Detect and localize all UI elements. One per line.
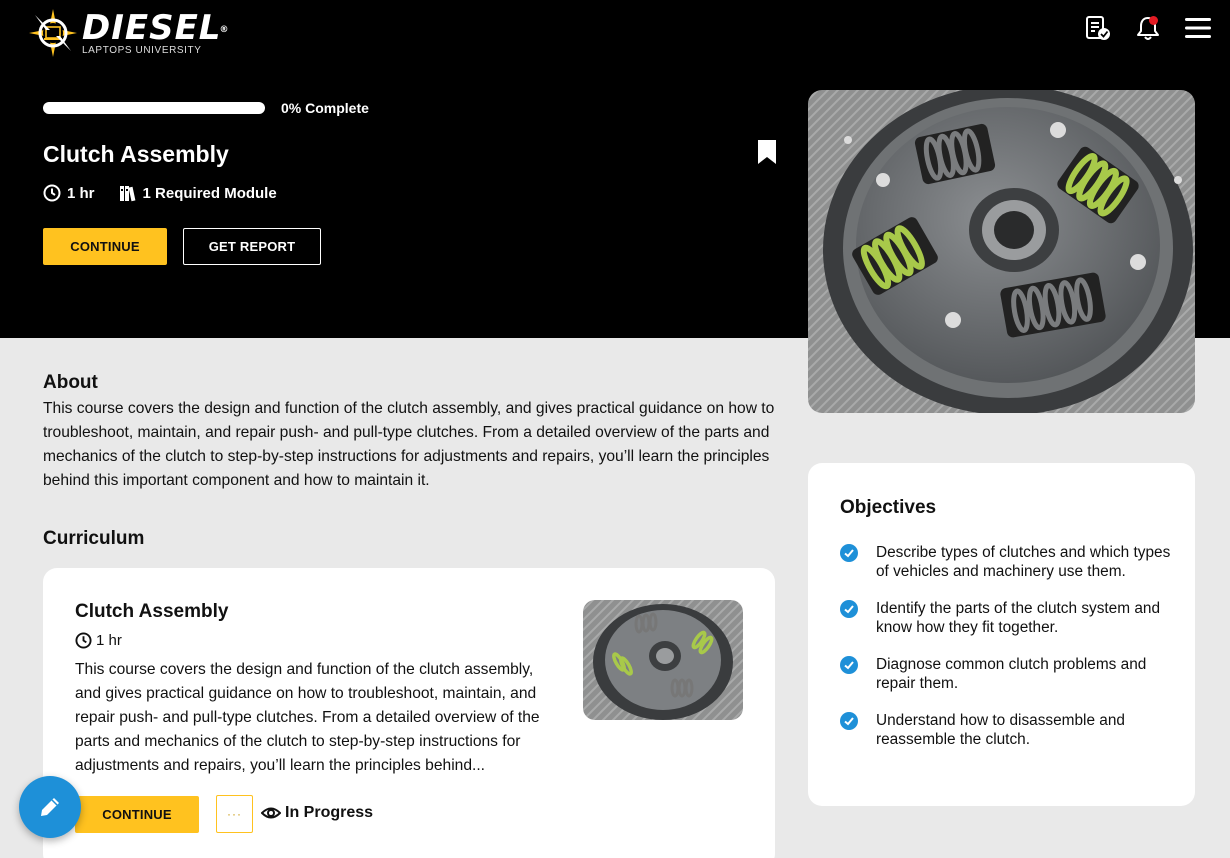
brand-logo[interactable]: [28, 6, 230, 60]
brand-subtitle: LAPTOPS UNIVERSITY: [82, 44, 202, 56]
page-title: Clutch Assembly: [43, 141, 229, 167]
check-circle-icon: [840, 544, 858, 562]
check-circle-icon: [840, 656, 858, 674]
curriculum-item-title[interactable]: Clutch Assembly: [75, 601, 229, 622]
objective-item: Diagnose common clutch problems and repair them.: [840, 655, 1175, 693]
about-text: This course covers the design and function of the clutch assembly, and gives practical guidance on how to troubleshoot, maintain, and repair push- and pull-type clutches. From a detailed overview of the parts and mechanics of the clutch to step-by-step instructions for adjustments and repairs, you’ll learn the principles behind this important component and how to maintain it.: [43, 400, 775, 489]
course-hero: [0, 0, 1230, 338]
course-meta: [43, 184, 301, 202]
objectives-heading: Objectives: [840, 497, 937, 518]
notification-dot: [1149, 16, 1158, 25]
clock-icon: [43, 184, 61, 202]
pencil-icon: [37, 794, 63, 820]
course-image: [808, 90, 1195, 413]
curriculum-item-thumbnail[interactable]: [583, 600, 743, 720]
books-icon: [119, 184, 137, 202]
objective-item: Describe types of clutches and which types of vehicles and machinery use them.: [840, 543, 1175, 581]
report-list-icon[interactable]: [1084, 14, 1112, 42]
objective-item: Identify the parts of the clutch system and know how they fit together.: [840, 599, 1175, 637]
curriculum-item-duration: 1 hr: [75, 632, 122, 649]
objectives-list: [840, 543, 1175, 767]
brand-name: DIESEL ®: [82, 7, 230, 48]
get-report-button[interactable]: GET REPORT: [183, 228, 321, 265]
curriculum-card: [43, 568, 775, 858]
progress-bar: [43, 102, 265, 114]
menu-icon[interactable]: [1184, 14, 1212, 42]
continue-button[interactable]: CONTINUE: [43, 228, 167, 265]
check-circle-icon: [840, 600, 858, 618]
about-heading: About: [43, 372, 98, 393]
check-circle-icon: [840, 712, 858, 730]
curriculum-item-description: This course covers the design and function of the clutch assembly, and gives practical guidance on how to troubleshoot, maintain, and repair push- and pull-type clutches. From a detailed overview of the parts and mechanics of the clutch to step-by-step instructions for adjustments and repairs, you’ll learn the principles behind...: [75, 661, 540, 774]
course-duration: 1 hr: [43, 184, 95, 202]
eye-icon: [261, 805, 281, 821]
more-options-button[interactable]: ···: [216, 795, 253, 833]
progress-label: 0% Complete: [281, 100, 369, 116]
bookmark-icon[interactable]: [757, 139, 777, 165]
course-progress: [43, 100, 369, 116]
logo-compass-icon: [28, 8, 78, 58]
bell-icon[interactable]: [1134, 14, 1162, 42]
clock-icon: [75, 632, 92, 649]
edit-fab-button[interactable]: [19, 776, 81, 838]
objective-item: Understand how to disassemble and reassemble the clutch.: [840, 711, 1175, 749]
curriculum-continue-button[interactable]: CONTINUE: [75, 796, 199, 833]
status-badge: In Progress: [261, 804, 373, 822]
course-modules: 1 Required Module: [119, 184, 277, 202]
objectives-card: [808, 463, 1195, 806]
header-actions: [1084, 14, 1212, 42]
curriculum-heading: Curriculum: [43, 528, 145, 549]
